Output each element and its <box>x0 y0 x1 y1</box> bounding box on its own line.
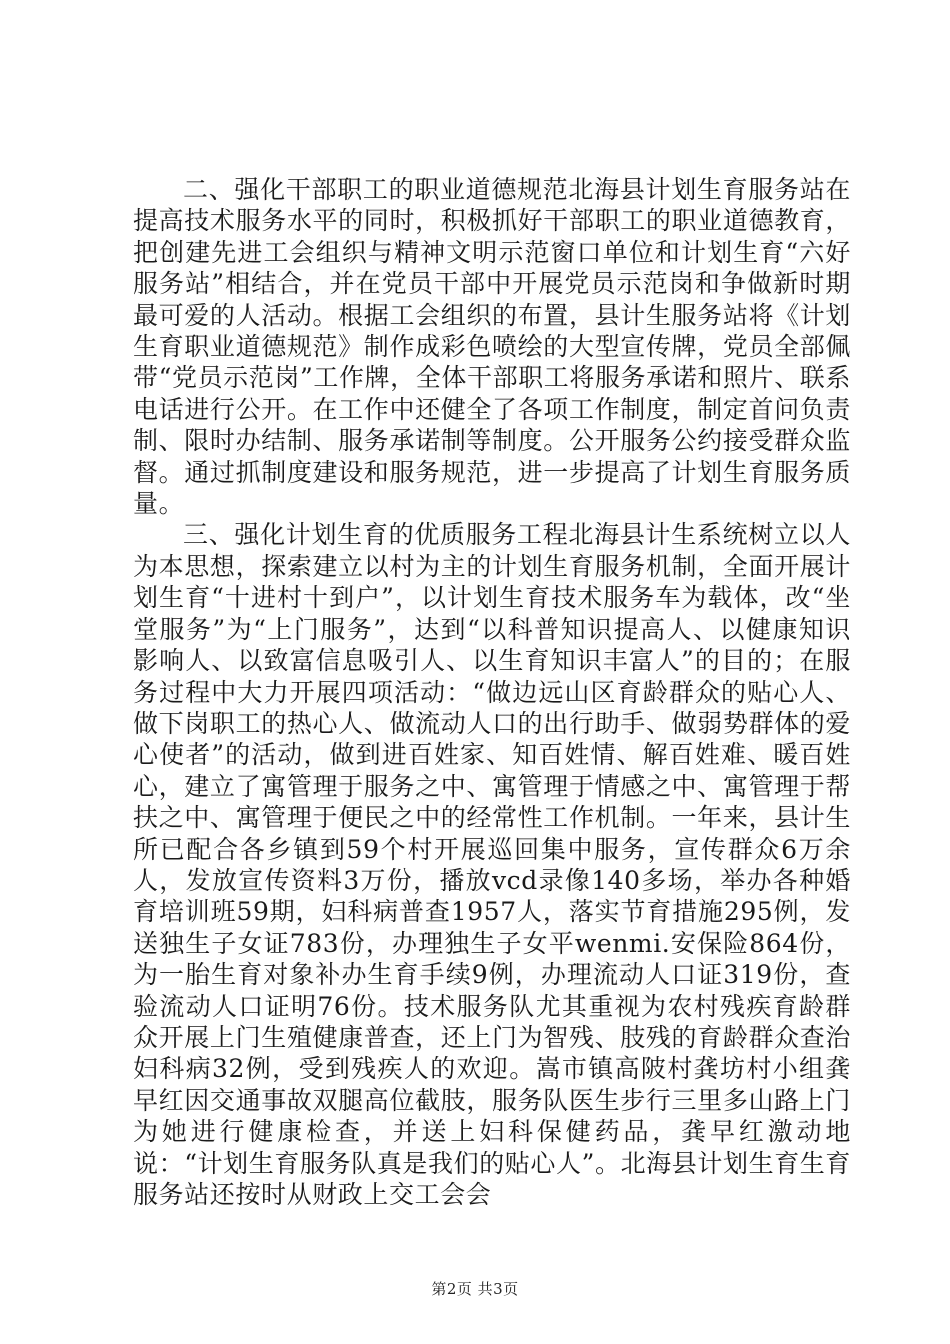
page-footer <box>0 1278 950 1299</box>
paragraph-2: 二、强化干部职工的职业道德规范北海县计划生育服务站在提高技术服务水平的同时，积极抓好干部职工的职业道德教育，把创建先进工会组织与精神文明示范窗口单位和计划生育“六好服务站”相结合，并在党员干部中开展党员示范岗和争做新时期最可爱的人活动。根据工会组织的布置，县计生服务站将《计划生育职业道德规范》制作成彩色喷绘的大型宣传牌，党员全部佩带“党员示范岗”工作牌，全体干部职工将服务承诺和照片、联系电话进行公开。在工作中还健全了各项工作制度，制定首问负责制、限时办结制、服务承诺制等制度。公开服务公约接受群众监督。通过抓制度建设和服务规范，进一步提高了计划生育服务质量。 <box>133 175 851 519</box>
page-number-label: 第2页 共3页 <box>431 1280 519 1298</box>
document-body <box>133 174 851 1210</box>
paragraph-3: 三、强化计划生育的优质服务工程北海县计生系统树立以人为本思想，探索建立以村为主的计划生育服务机制，全面开展计划生育“十进村十到户”，以计划生育技术服务车为载体，改“坐堂服务”为“上门服务”，达到“以科普知识提高人、以健康知识影响人、以致富信息吸引人、以生育知识丰富人”的目的；在服务过程中大力开展四项活动：“做边远山区育龄群众的贴心人、做下岗职工的热心人、做流动人口的出行助手、做弱势群体的爱心使者”的活动，做到进百姓家、知百姓情、解百姓难、暖百姓心，建立了寓管理于服务之中、寓管理于情感之中、寓管理于帮扶之中、寓管理于便民之中的经常性工作机制。一年来，县计生所已配合各乡镇到59个村开展巡回集中服务，宣传群众6万余人，发放宣传资料3万份，播放vcd录像140多场，举办各种婚育培训班59期，妇科病普查1957人，落实节育措施295例，发送独生子女证783份，办理独生子女平wenmi.安保险864份，为一胎生育对象补办生育手续9例，办理流动人口证319份，查验流动人口证明76份。技术服务队尤其重视为农村残疾育龄群众开展上门生殖健康普查，还上门为智残、肢残的育龄群众查治妇科病32例，受到残疾人的欢迎。嵩市镇高陂村龚坊村小组龚早红因交通事故双腿高位截肢，服务队医生步行三里多山路上门为她进行健康检查，并送上妇科保健药品，龚早红激动地说：“计划生育服务队真是我们的贴心人”。北海县计划生育生育服务站还按时从财政上交工会会 <box>133 520 851 1209</box>
